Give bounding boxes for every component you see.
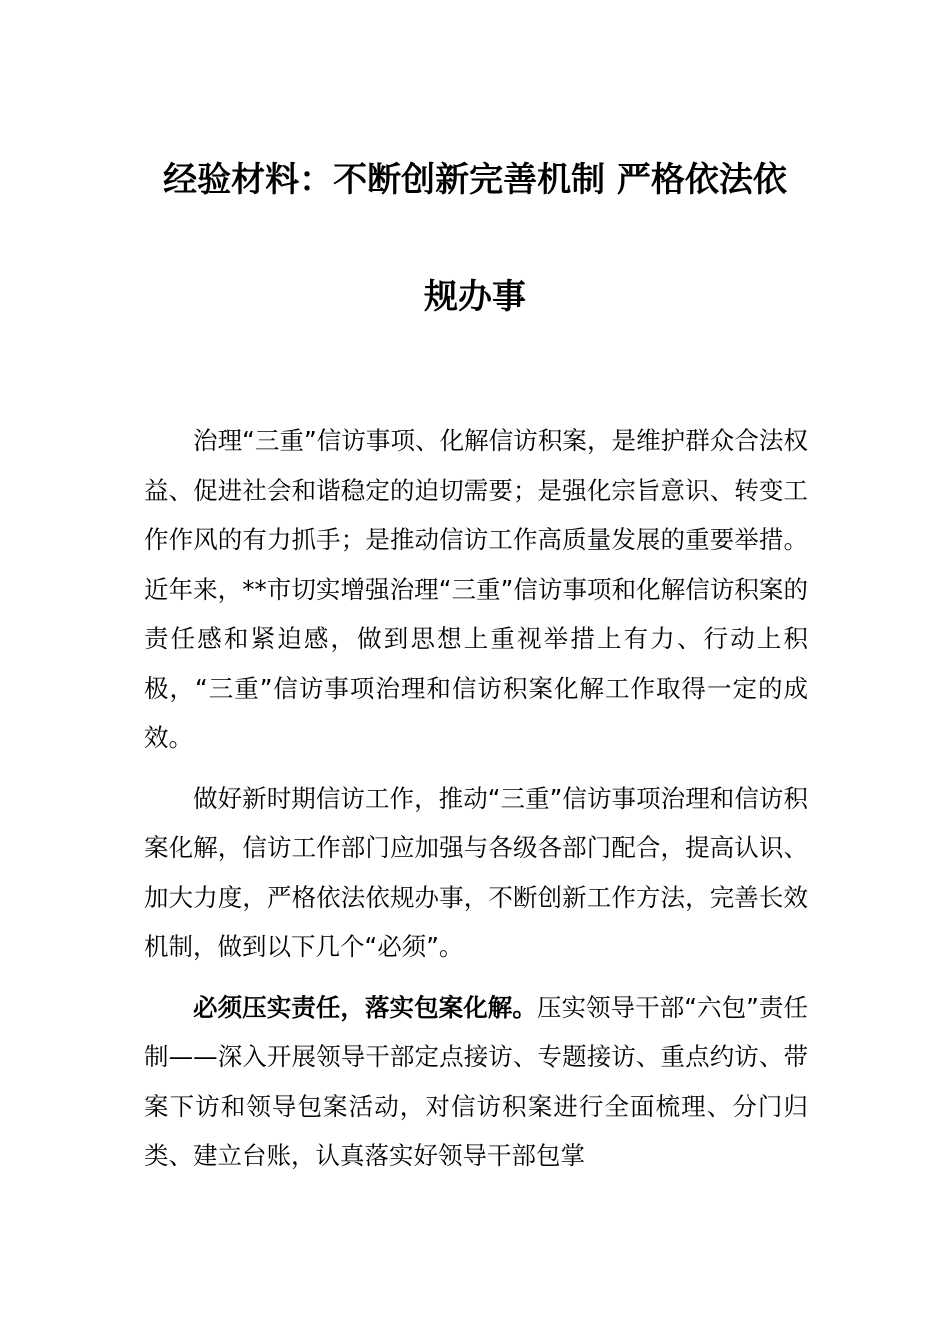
document-body xyxy=(144,416,808,1192)
paragraph-3-lead: 必须压实责任，落实包案化解。 xyxy=(193,992,537,1022)
paragraph-2-text: 做好新时期信访工作，推动“三重”信访事项治理和信访积案化解，信访工作部门应加强与各级各部门配合，提高认识、加大力度，严格依法依规办事，不断创新工作方法，完善长效机制，做到以下几个“必须”。 xyxy=(144,783,808,961)
paragraph-3 xyxy=(144,983,808,1181)
paragraph-1-text: 治理“三重”信访事项、化解信访积案，是维护群众合法权益、促进社会和谐稳定的迫切需要；是强化宗旨意识、转变工作作风的有力抓手；是推动信访工作高质量发展的重要举措。近年来，**市切实增强治理“三重”信访事项和化解信访积案的责任感和紧迫感，做到思想上重视举措上有力、行动上积极，“三重”信访事项治理和信访积案化解工作取得一定的成效。 xyxy=(144,426,808,752)
paragraph-2 xyxy=(144,774,808,972)
document-title-line-2: 规办事 xyxy=(424,277,526,317)
document-title-line-1: 经验材料：不断创新完善机制 严格依法依 xyxy=(163,160,787,200)
paragraph-1 xyxy=(144,416,808,763)
paragraph-3-text: 压实领导干部“六包”责任制——深入开展领导干部定点接访、专题接访、重点约访、带案下访和领导包案活动，对信访积案进行全面梳理、分门归类、建立台账，认真落实好领导干部包掌 xyxy=(144,992,808,1170)
